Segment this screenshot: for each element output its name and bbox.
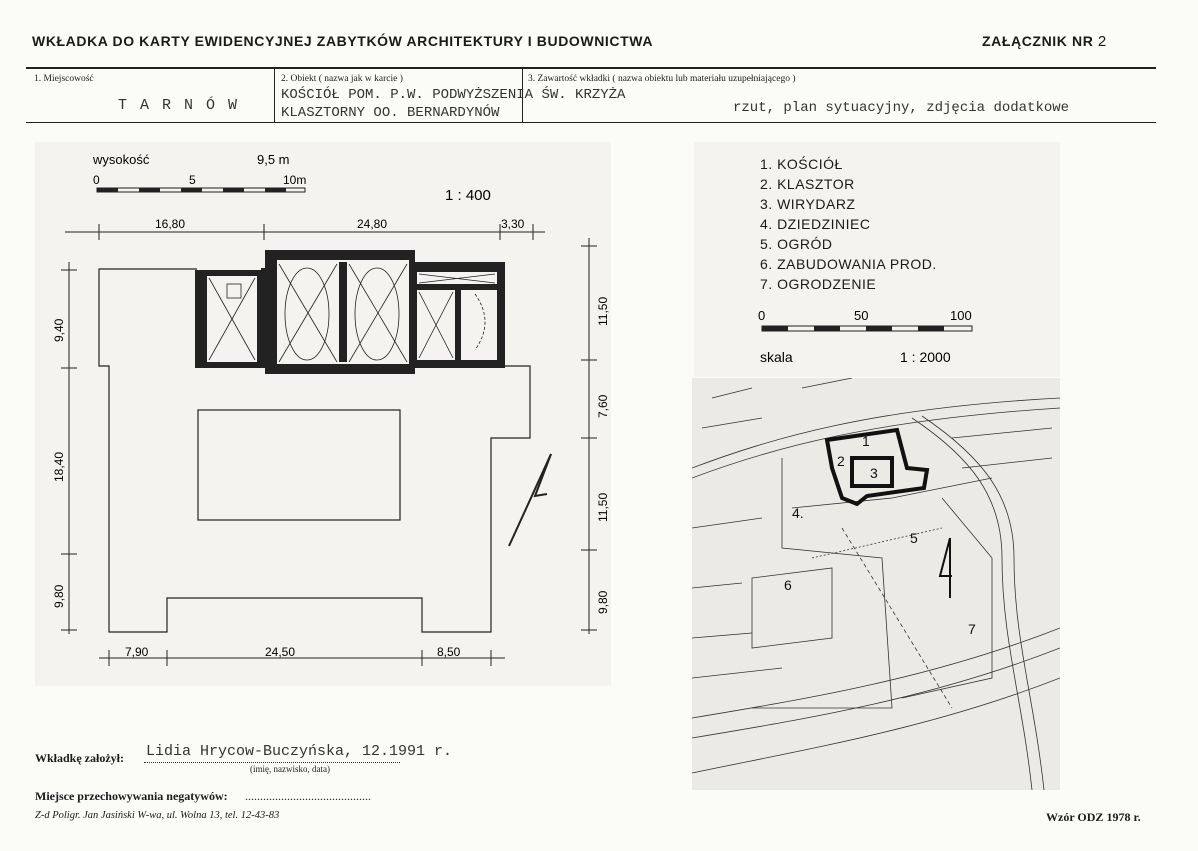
field-separator-1 bbox=[274, 68, 275, 122]
left-dim-2: 18,40 bbox=[52, 451, 66, 482]
plan-scale-tick-10: 10m bbox=[283, 173, 307, 187]
negatives-label: Miejsce przechowywania negatywów: bbox=[35, 789, 228, 803]
bottom-dim-2: 24,50 bbox=[265, 645, 296, 659]
legend-item-1: 1. KOŚCIÓŁ bbox=[760, 156, 843, 172]
map-number-5: 5 bbox=[910, 530, 918, 546]
height-label: wysokość bbox=[93, 152, 150, 167]
header-rule-top bbox=[26, 67, 1156, 69]
contents-label: 3. Zawartość wkładki ( nazwa obiektu lub materiału uzupełniającego ) bbox=[528, 74, 796, 84]
site-scale-tick-0: 0 bbox=[758, 308, 766, 323]
north-arrow bbox=[509, 454, 551, 546]
site-scale-tick-50: 50 bbox=[854, 308, 869, 323]
floor-plan-drawing bbox=[35, 142, 611, 686]
legend-item-7: 7. OGRODZENIE bbox=[760, 276, 877, 292]
author-dotted-line bbox=[144, 762, 400, 763]
legend-item-5: 5. OGRÓD bbox=[760, 236, 833, 252]
left-dim-3: 9,80 bbox=[52, 584, 66, 608]
map-number-4: 4. bbox=[792, 505, 804, 521]
form-version: Wzór ODZ 1978 r. bbox=[1046, 810, 1141, 824]
object-line-2: KLASZTORNY OO. BERNARDYNÓW bbox=[281, 105, 500, 121]
map-north-arrow bbox=[940, 538, 952, 598]
bottom-dim-1: 7,90 bbox=[125, 645, 149, 659]
plan-scale-tick-5: 5 bbox=[189, 173, 196, 187]
legend-item-6: 6. ZABUDOWANIA PROD. bbox=[760, 256, 937, 272]
map-number-6: 6 bbox=[784, 577, 792, 593]
right-dim-2: 7,60 bbox=[596, 394, 610, 418]
form-title: WKŁADKA DO KARTY EWIDENCYJNEJ ZABYTKÓW ARCHITEKTURY I BUDOWNICTWA bbox=[32, 33, 654, 49]
right-dim-1: 11,50 bbox=[596, 296, 610, 326]
author-label: Wkładkę założył: bbox=[35, 751, 124, 765]
courtyard-rectangle bbox=[198, 410, 400, 520]
plan-scale: 1 : 400 bbox=[445, 187, 491, 204]
contents-value: rzut, plan sytuacyjny, zdjęcia dodatkowe bbox=[733, 100, 1070, 116]
author-hint: (imię, nazwisko, data) bbox=[250, 764, 330, 774]
annex-number: 2 bbox=[1097, 33, 1107, 50]
object-label: 2. Obiekt ( nazwa jak w karcie ) bbox=[281, 74, 403, 84]
right-dim-4: 9,80 bbox=[596, 590, 610, 614]
left-dimension-line bbox=[61, 262, 77, 634]
top-dim-3: 3,30 bbox=[501, 217, 525, 231]
legend-item-3: 3. WIRYDARZ bbox=[760, 196, 856, 212]
left-dim-1: 9,40 bbox=[52, 318, 66, 342]
site-map bbox=[692, 378, 1060, 790]
map-number-3: 3 bbox=[870, 465, 878, 481]
map-number-7: 7 bbox=[968, 621, 976, 637]
map-number-2: 2 bbox=[837, 453, 845, 469]
site-scale-value: 1 : 2000 bbox=[900, 349, 951, 365]
right-dimension-line bbox=[581, 238, 597, 634]
annex-label-text: ZAŁĄCZNIK NR bbox=[982, 33, 1094, 49]
floor-plan-panel bbox=[35, 142, 611, 686]
legend-item-2: 2. KLASZTOR bbox=[760, 176, 855, 192]
site-map-drawing bbox=[692, 378, 1060, 790]
church-plan bbox=[195, 250, 505, 374]
top-dim-1: 16,80 bbox=[155, 217, 186, 231]
site-scale-label: skala bbox=[760, 349, 793, 365]
site-legend-panel bbox=[694, 142, 1060, 377]
bottom-dim-3: 8,50 bbox=[437, 645, 461, 659]
plan-scale-tick-0: 0 bbox=[93, 173, 100, 187]
site-scale-tick-100: 100 bbox=[950, 308, 972, 323]
top-dim-2: 24,80 bbox=[357, 217, 388, 231]
annex-label bbox=[982, 33, 1107, 50]
header-rule-bottom bbox=[26, 122, 1156, 123]
author-value: Lidia Hrycow-Buczyńska, 12.1991 r. bbox=[146, 743, 453, 760]
printer-imprint: Z-d Poligr. Jan Jasiński W-wa, ul. Wolna 13, tel. 12-43-83 bbox=[35, 810, 280, 821]
height-value: 9,5 m bbox=[257, 152, 290, 167]
map-number-1: 1 bbox=[862, 433, 870, 449]
right-dim-3: 11,50 bbox=[596, 492, 610, 522]
site-scale-bar bbox=[694, 302, 1060, 377]
legend-item-4: 4. DZIEDZINIEC bbox=[760, 216, 871, 232]
object-line-1: KOŚCIÓŁ POM. P.W. PODWYŻSZENIA ŚW. KRZYŻA bbox=[281, 87, 626, 103]
locality-value: T A R N Ó W bbox=[118, 97, 240, 114]
locality-label: 1. Miejscowość bbox=[34, 74, 94, 84]
negatives-value: .......................................... bbox=[245, 789, 371, 803]
plan-scale-bar bbox=[97, 188, 305, 192]
top-dimension-line bbox=[65, 224, 545, 240]
